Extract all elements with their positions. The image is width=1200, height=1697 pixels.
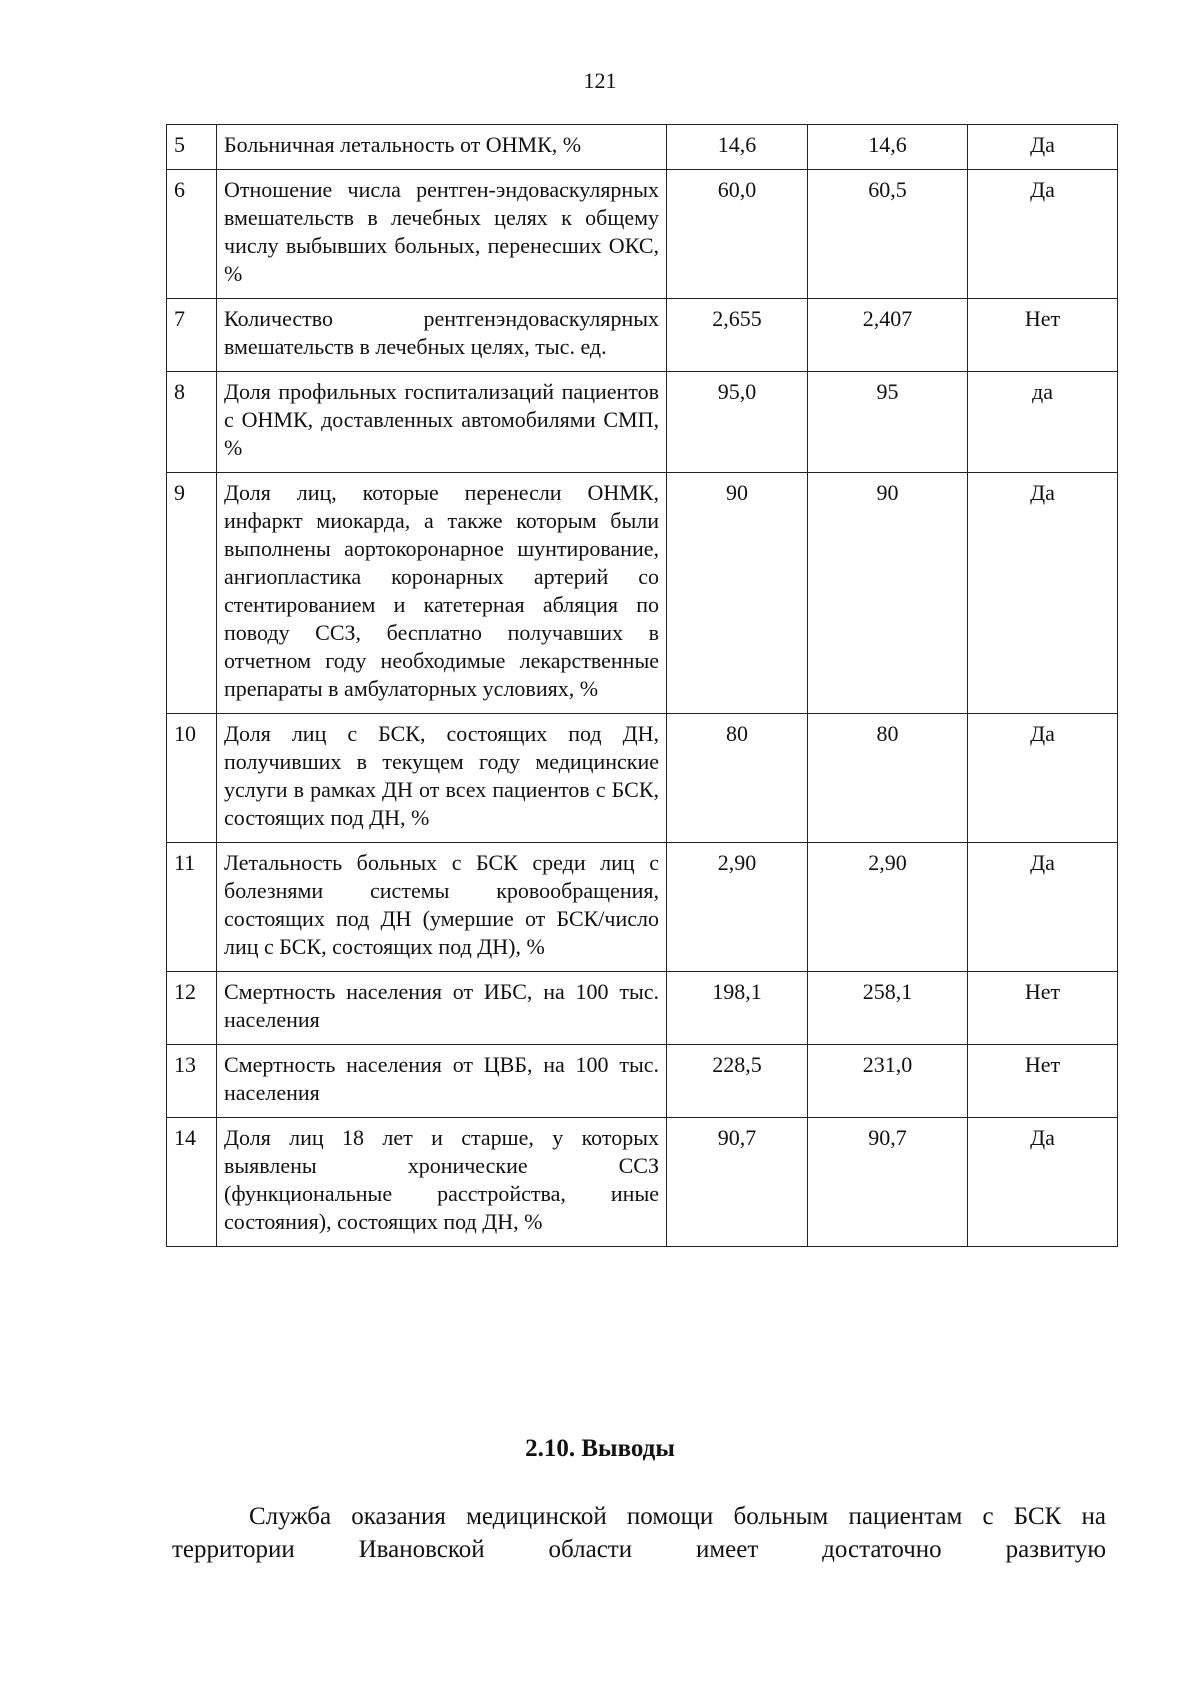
table-row: [167, 473, 1118, 714]
planned-value: 228,5: [667, 1045, 808, 1118]
table-row: [167, 125, 1118, 170]
indicators-table-body: [167, 125, 1118, 1247]
planned-value: 95,0: [667, 372, 808, 473]
actual-value: 80: [808, 714, 968, 843]
table-row: [167, 843, 1118, 972]
row-number: 9: [167, 473, 217, 714]
indicator-name: Количество рентгенэндоваскулярных вмешательств в лечебных целях, тыс. ед.: [217, 299, 667, 372]
table-row: [167, 972, 1118, 1045]
indicator-name: Доля лиц с БСК, состоящих под ДН, получивших в текущем году медицинские услуги в рамках ДН от всех пациентов с БСК, состоящих под ДН, %: [217, 714, 667, 843]
planned-value: 60,0: [667, 170, 808, 299]
achieved-flag: Нет: [968, 972, 1118, 1045]
row-number: 13: [167, 1045, 217, 1118]
achieved-flag: Да: [968, 1118, 1118, 1247]
actual-value: 90,7: [808, 1118, 968, 1247]
actual-value: 90: [808, 473, 968, 714]
row-number: 5: [167, 125, 217, 170]
achieved-flag: Да: [968, 125, 1118, 170]
indicator-name: Доля профильных госпитализаций пациентов с ОНМК, доставленных автомобилями СМП, %: [217, 372, 667, 473]
achieved-flag: Да: [968, 473, 1118, 714]
achieved-flag: Да: [968, 714, 1118, 843]
planned-value: 80: [667, 714, 808, 843]
actual-value: 60,5: [808, 170, 968, 299]
actual-value: 2,90: [808, 843, 968, 972]
indicator-name: Доля лиц, которые перенесли ОНМК, инфаркт миокарда, а также которым были выполнены аортокоронарное шунтирование, ангиопластика коронарных артерий со стентированием и катетерная абляция по поводу ССЗ, бесплатно получавших в отчетном году необходимые лекарственные препараты в амбулаторных условиях, %: [217, 473, 667, 714]
section-heading: 2.10. Выводы: [525, 1435, 675, 1462]
row-number: 6: [167, 170, 217, 299]
table-row: [167, 372, 1118, 473]
achieved-flag: да: [968, 372, 1118, 473]
indicator-name: Больничная летальность от ОНМК, %: [217, 125, 667, 170]
planned-value: 2,655: [667, 299, 808, 372]
row-number: 8: [167, 372, 217, 473]
conclusion-paragraph: Служба оказания медицинской помощи больным пациентам с БСК на территории Ивановской области имеет достаточно развитую: [172, 1503, 1106, 1563]
achieved-flag: Нет: [968, 299, 1118, 372]
planned-value: 14,6: [667, 125, 808, 170]
achieved-flag: Да: [968, 843, 1118, 972]
achieved-flag: Да: [968, 170, 1118, 299]
table-row: [167, 1118, 1118, 1247]
indicator-name: Отношение числа рентген-эндоваскулярных вмешательств в лечебных целях к общему числу выбывших больных, перенесших ОКС, %: [217, 170, 667, 299]
row-number: 14: [167, 1118, 217, 1247]
actual-value: 231,0: [808, 1045, 968, 1118]
indicator-name: Смертность населения от ЦВБ, на 100 тыс. населения: [217, 1045, 667, 1118]
actual-value: 2,407: [808, 299, 968, 372]
planned-value: 90,7: [667, 1118, 808, 1247]
planned-value: 90: [667, 473, 808, 714]
actual-value: 95: [808, 372, 968, 473]
achieved-flag: Нет: [968, 1045, 1118, 1118]
table-row: [167, 170, 1118, 299]
indicator-name: Доля лиц 18 лет и старше, у которых выявлены хронические ССЗ (функциональные расстройства, иные состояния), состоящих под ДН, %: [217, 1118, 667, 1247]
planned-value: 198,1: [667, 972, 808, 1045]
row-number: 7: [167, 299, 217, 372]
table-row: [167, 299, 1118, 372]
table-row: [167, 714, 1118, 843]
table-row: [167, 1045, 1118, 1118]
indicator-name: Смертность населения от ИБС, на 100 тыс. населения: [217, 972, 667, 1045]
row-number: 10: [167, 714, 217, 843]
page-number: 121: [583, 68, 617, 93]
actual-value: 14,6: [808, 125, 968, 170]
row-number: 11: [167, 843, 217, 972]
actual-value: 258,1: [808, 972, 968, 1045]
indicator-name: Летальность больных с БСК среди лиц с болезнями системы кровообращения, состоящих под ДН (умершие от БСК/число лиц с БСК, состоящих под ДН), %: [217, 843, 667, 972]
planned-value: 2,90: [667, 843, 808, 972]
indicators-table: [166, 124, 1118, 1247]
row-number: 12: [167, 972, 217, 1045]
